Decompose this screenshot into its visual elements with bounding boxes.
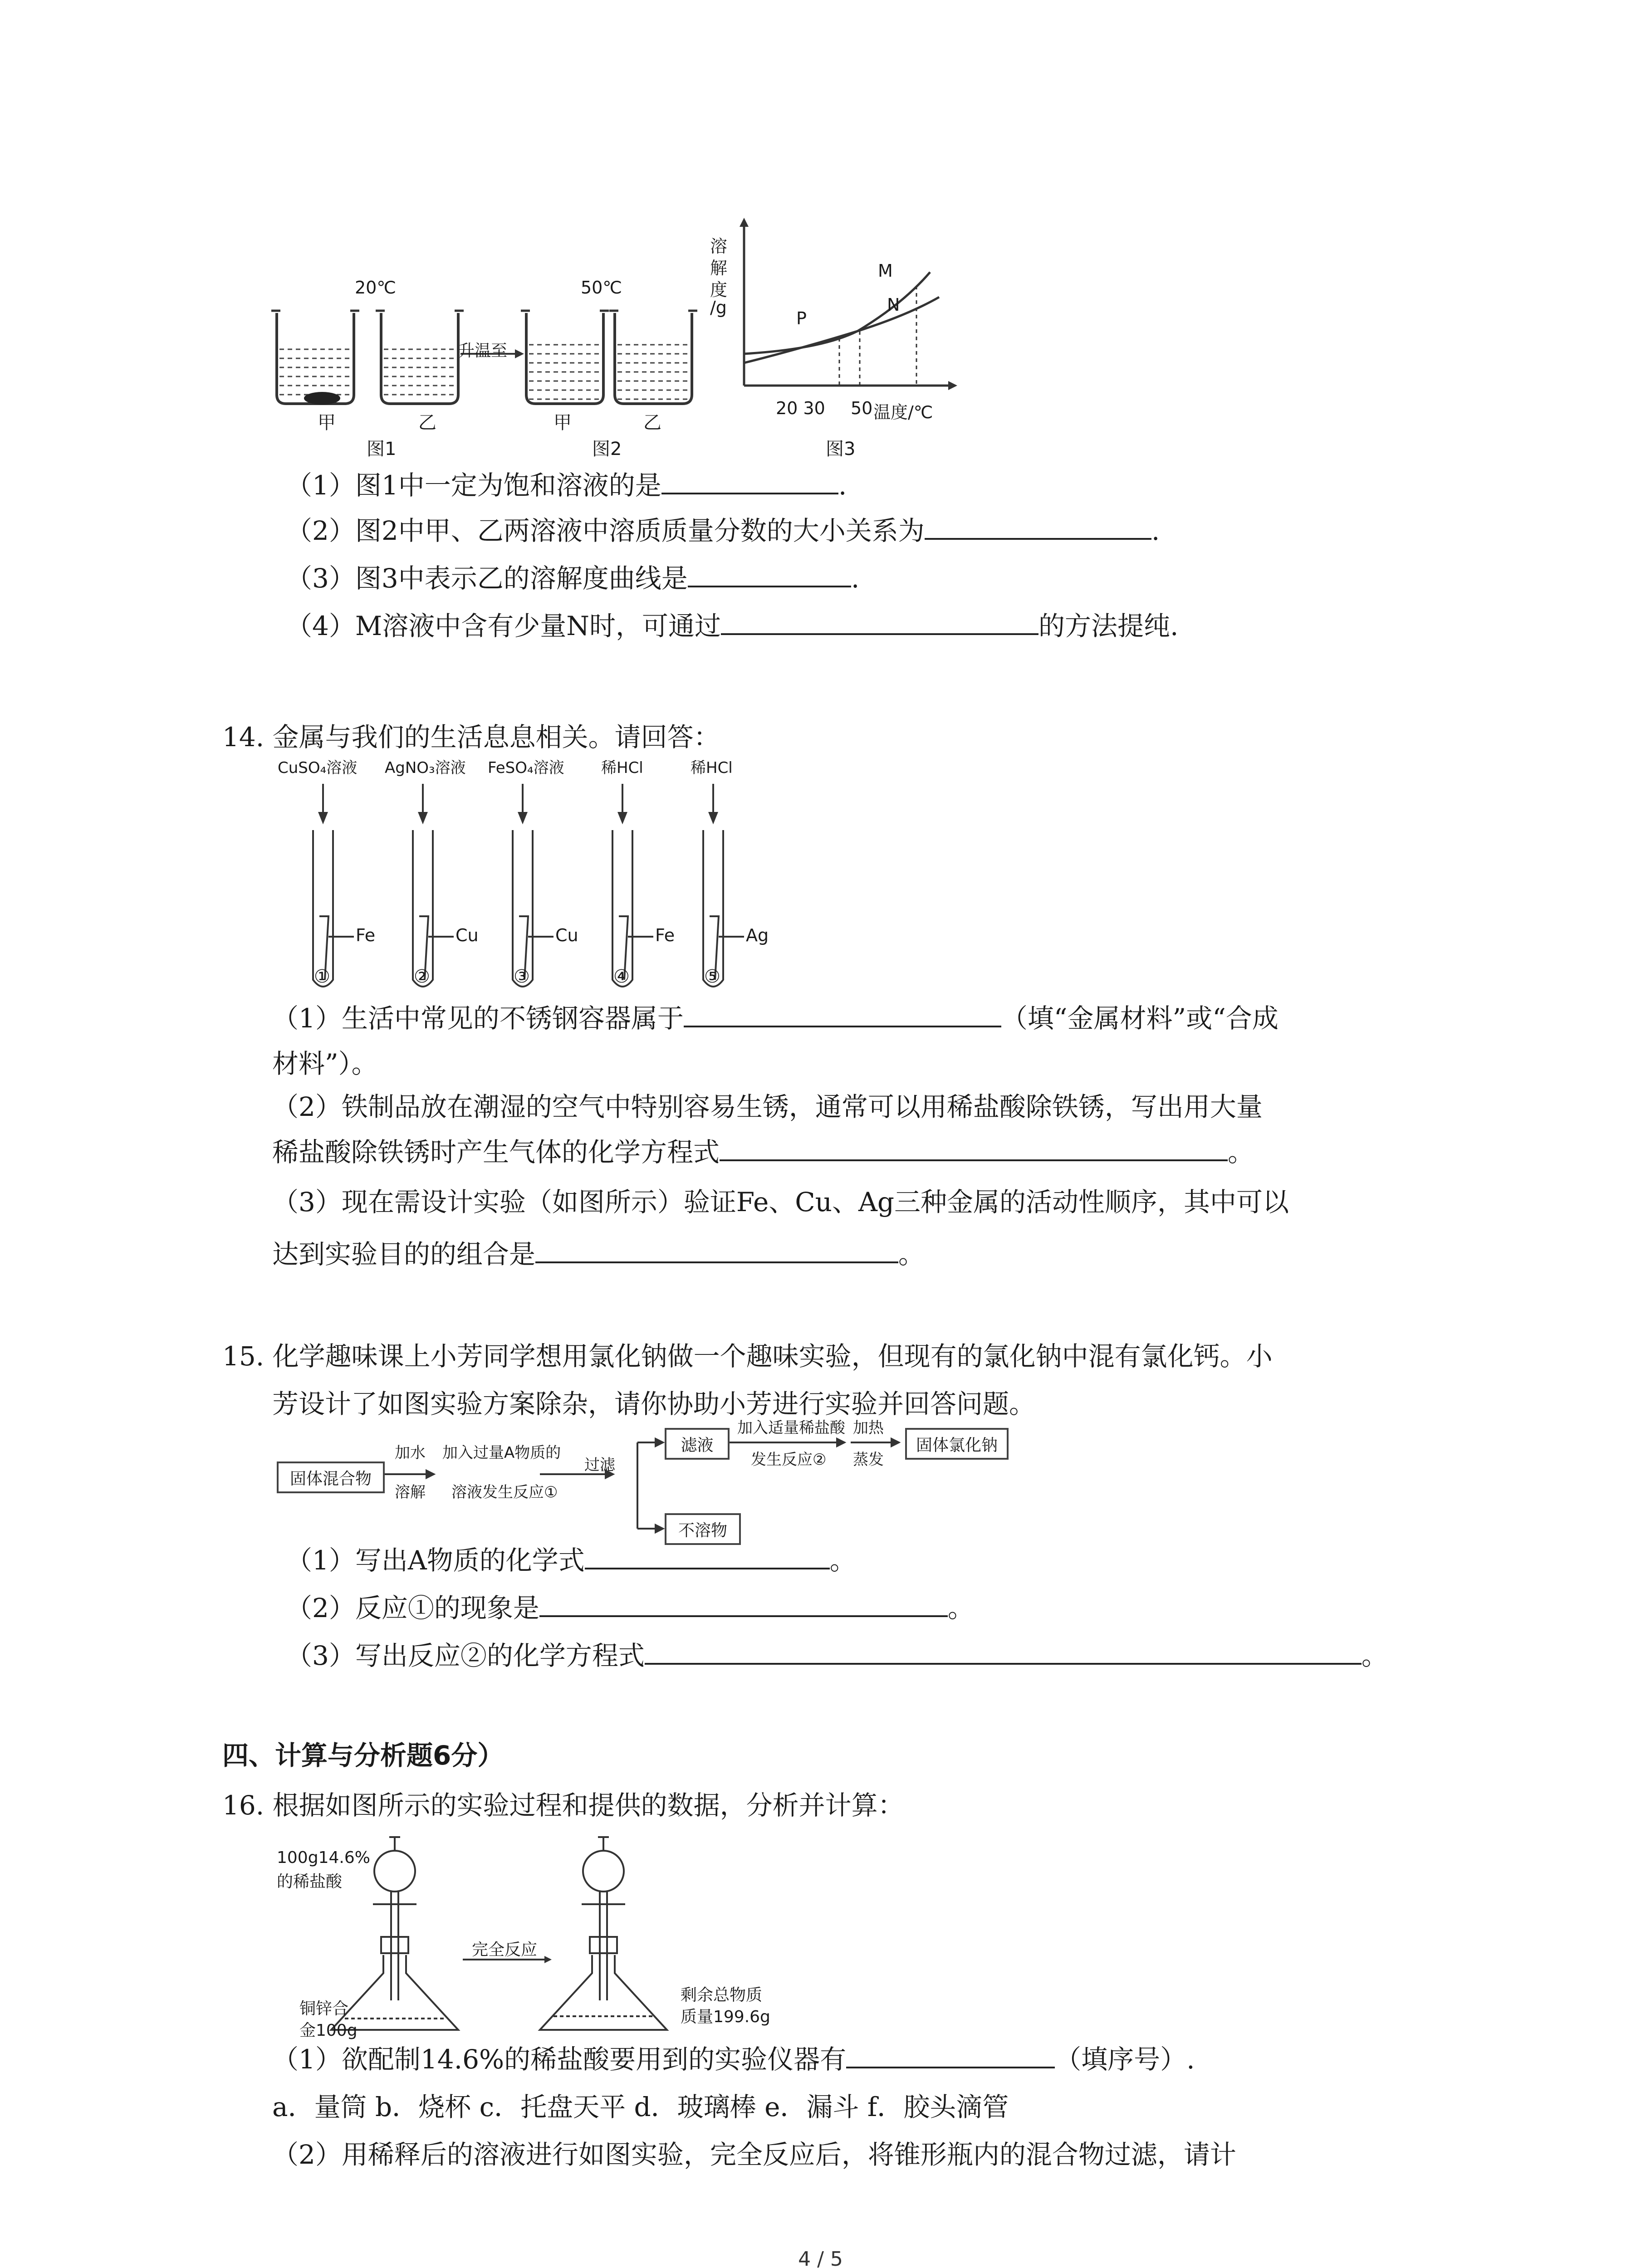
reagent-4: 稀HCl — [601, 759, 643, 777]
beaker-4-label: 乙 — [643, 412, 661, 433]
beaker-1 — [271, 311, 359, 405]
beakers-figure — [254, 218, 998, 476]
flow-step3: 过滤 — [584, 1456, 615, 1474]
q15-sub2: （2）反应①的现象是 。 — [286, 1590, 974, 1626]
flow-box-filtrate: 滤液 — [665, 1428, 730, 1460]
curve-m-label: M — [878, 261, 893, 281]
x-axis-label: 温度/℃ — [873, 402, 933, 422]
beaker-2-label: 乙 — [418, 412, 436, 433]
flow-step5-a: 加热 — [853, 1419, 884, 1437]
flow-step1-a: 加水 — [395, 1444, 426, 1462]
alloy-label-1: 铜锌合 — [299, 1999, 349, 2018]
reagent-5: 稀HCl — [691, 759, 733, 777]
tube-number-1: ① — [314, 966, 330, 987]
metal-4: Fe — [655, 925, 675, 945]
solubility-chart — [740, 218, 957, 390]
q16-sub2-line1: （2）用稀释后的溶液进行如图实验，完全反应后，将锥形瓶内的混合物过滤，请计 — [272, 2139, 1236, 2170]
beaker-4 — [609, 311, 697, 404]
metal-3: Cu — [555, 925, 578, 945]
q14-sub2-blank[interactable] — [720, 1134, 1228, 1161]
flow-box-final: 固体氯化钠 — [905, 1428, 1009, 1460]
q14-sub2-line1: （2）铁制品放在潮湿的空气中特别容易生锈，通常可以用稀盐酸除铁锈，写出用大量 — [272, 1091, 1263, 1122]
q16-sub1: （1）欲配制14.6%的稀盐酸要用到的实验仪器有 （填序号）. — [272, 2041, 1195, 2077]
x-tick-50: 50 — [851, 398, 873, 418]
q14-sub1: （1）生活中常见的不锈钢容器属于 （填“金属材料”或“合成 — [272, 1000, 1279, 1036]
q14-sub1-blank[interactable] — [684, 1000, 1001, 1027]
temp-20-label: 20℃ — [355, 278, 397, 298]
q13-sub2: （2）图2中甲、乙两溶液中溶质质量分数的大小关系为 . — [286, 513, 1160, 549]
sediment — [304, 392, 340, 405]
q13-sub3: （3）图3中表示乙的溶解度曲线是 . — [286, 560, 859, 596]
flow-box-mixture: 固体混合物 — [277, 1461, 385, 1493]
metal-5: Ag — [746, 925, 769, 945]
beaker-3-label: 甲 — [554, 412, 572, 433]
y-axis-label-2: 解 — [710, 258, 728, 278]
q15-sub1-blank[interactable] — [585, 1542, 830, 1569]
tube-number-5: ⑤ — [704, 966, 720, 987]
q14-stem: 14. 金属与我们的生活息息相关。请回答： — [222, 722, 720, 753]
flow-step4-a: 加入适量稀盐酸 — [737, 1419, 845, 1437]
q14-sub3-line1: （3）现在需设计实验（如图所示）验证Fe、Cu、Ag三种金属的活动性顺序，其中可以 — [272, 1187, 1289, 1217]
q13-sub4-blank[interactable] — [721, 608, 1038, 635]
q15-sub3: （3）写出反应②的化学方程式 。 — [286, 1637, 1388, 1674]
tube-number-4: ④ — [613, 966, 630, 987]
curve-n-label: N — [887, 295, 900, 315]
curve-n — [744, 297, 939, 363]
q13-sub1: （1）图1中一定为饱和溶液的是 . — [286, 467, 847, 503]
reagent-3: FeSO₄溶液 — [488, 759, 564, 777]
acid-label-2: 的稀盐酸 — [277, 1872, 343, 1891]
metal-1: Fe — [356, 925, 376, 945]
point-p-label: P — [796, 308, 807, 328]
rest-label-2: 质量199.6g — [681, 2008, 770, 2026]
flow-step5-b: 蒸发 — [853, 1451, 884, 1469]
flow-step2-b: 溶液发生反应① — [451, 1483, 558, 1501]
q14-sub1-line2: 材料”）。 — [272, 1048, 378, 1079]
tube-number-3: ③ — [514, 966, 530, 987]
flow-step1-b: 溶解 — [395, 1483, 426, 1501]
q15-sub1: （1）写出A物质的化学式 。 — [286, 1542, 856, 1579]
flow-step2-a: 加入过量A物质的 — [442, 1444, 561, 1462]
y-axis-label-3: 度 — [710, 280, 728, 300]
fig2-caption: 图2 — [592, 439, 622, 459]
q16-sub1-blank[interactable] — [846, 2041, 1055, 2068]
section-4-heading: 四、计算与分析题6分） — [222, 1740, 504, 1771]
rest-label-1: 剩余总物质 — [681, 1986, 763, 2004]
q13-sub3-blank[interactable] — [688, 560, 851, 587]
q15-stem-line2: 芳设计了如图实验方案除杂，请你协助小芳进行实验并回答问题。 — [272, 1388, 1036, 1419]
q16-options: a．量筒 b．烧杯 c．托盘天平 d．玻璃棒 e．漏斗 f．胶头滴管 — [272, 2092, 1009, 2122]
q15-sub2-blank[interactable] — [539, 1590, 948, 1617]
x-tick-20-30: 20 30 — [776, 398, 825, 418]
q15-stem-line1: 15. 化学趣味课上小芳同学想用氯化钠做一个趣味实验，但现有的氯化钠中混有氯化钙。小 — [222, 1341, 1273, 1372]
beaker-1-label: 甲 — [318, 412, 336, 433]
reagent-2: AgNO₃溶液 — [385, 759, 466, 777]
reaction-arrow-label: 完全反应 — [472, 1941, 538, 1959]
page-number: 4 / 5 — [798, 2248, 843, 2268]
beaker-3 — [521, 311, 609, 404]
acid-label-1: 100g14.6% — [277, 1848, 370, 1867]
flow-step4-b: 发生反应② — [751, 1451, 827, 1469]
metal-2: Cu — [456, 925, 479, 945]
q13-sub1-blank[interactable] — [661, 467, 838, 494]
fig1-caption: 图1 — [367, 439, 397, 459]
y-axis-label-1: 溶 — [710, 236, 728, 256]
y-axis-label-4: /g — [710, 298, 727, 318]
tube-number-2: ② — [414, 966, 430, 987]
temp-50-label: 50℃ — [581, 278, 622, 298]
heat-arrow-label: 升温至 — [458, 342, 508, 360]
test-tubes-figure — [272, 780, 808, 1007]
flow-box-insoluble: 不溶物 — [665, 1513, 741, 1545]
fig3-caption: 图3 — [826, 439, 856, 459]
q13-sub4: （4）M溶液中含有少量N时，可通过 的方法提纯. — [286, 608, 1178, 644]
q14-sub3-blank[interactable] — [535, 1236, 898, 1263]
beaker-2 — [376, 311, 464, 404]
alloy-label-2: 金100g — [299, 2021, 358, 2040]
reagent-1: CuSO₄溶液 — [278, 759, 358, 777]
curve-m — [744, 272, 930, 354]
q14-sub2-line2: 稀盐酸除铁锈时产生气体的化学方程式 。 — [272, 1134, 1254, 1170]
flask-after — [540, 1837, 667, 2030]
q14-sub3-line2: 达到实验目的的组合是 。 — [272, 1236, 925, 1272]
q16-stem: 16. 根据如图所示的实验过程和提供的数据，分析并计算： — [222, 1790, 904, 1821]
q15-sub3-blank[interactable] — [645, 1637, 1362, 1665]
q13-sub2-blank[interactable] — [925, 513, 1151, 540]
